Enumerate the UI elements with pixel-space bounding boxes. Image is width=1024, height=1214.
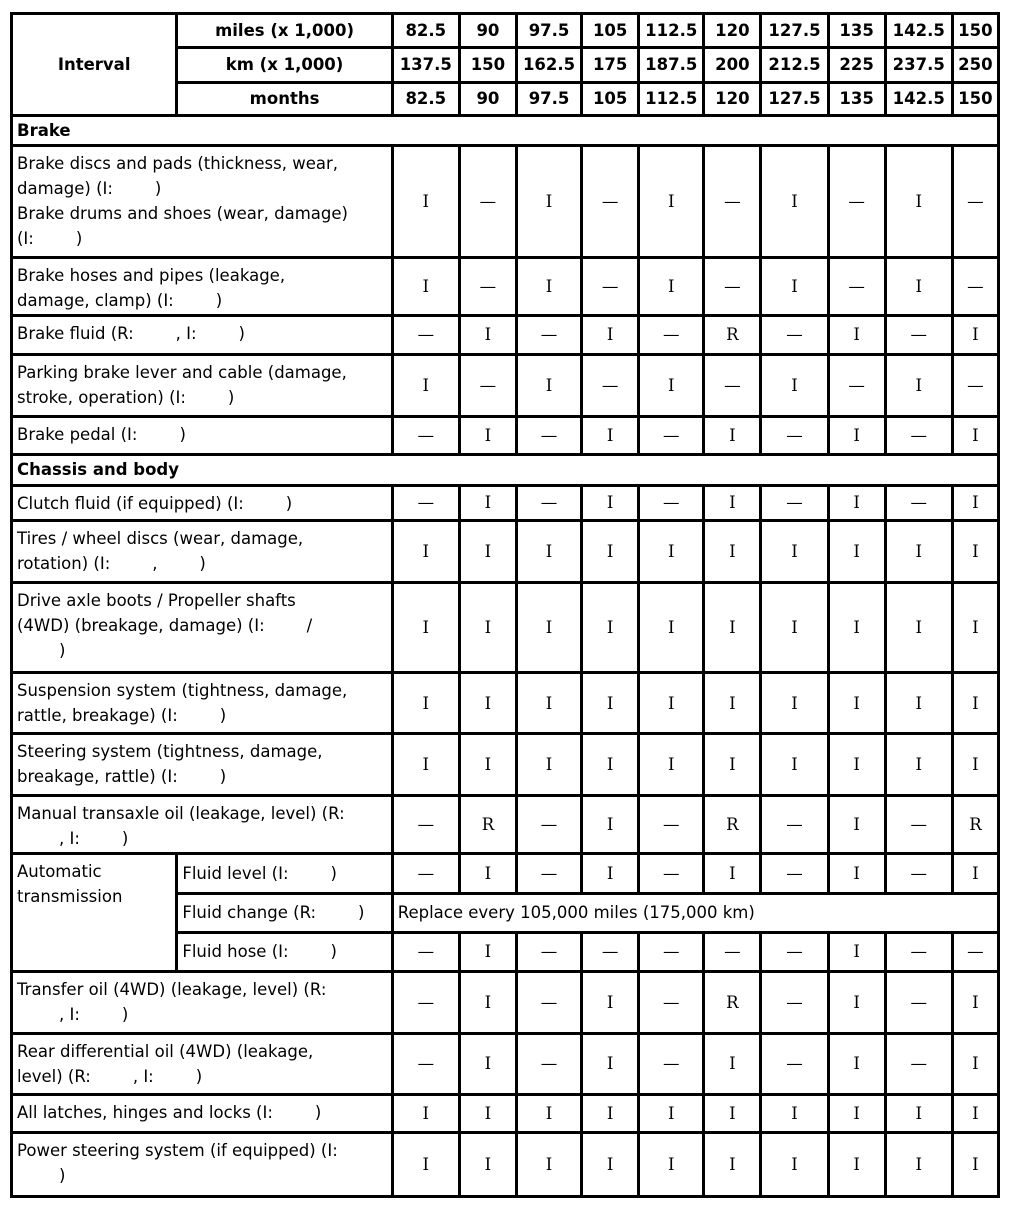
service-mark-cell: I [704, 1095, 761, 1133]
service-mark-cell: I [952, 583, 998, 673]
service-mark-cell: — [516, 417, 581, 455]
service-mark-cell: — [392, 795, 459, 853]
table-row [12, 485, 999, 520]
interval-value: 120 [704, 82, 761, 115]
service-mark-cell: — [885, 972, 952, 1033]
interval-value: 142.5 [885, 14, 952, 48]
interval-value: 162.5 [516, 48, 581, 82]
interval-value: 127.5 [761, 82, 828, 115]
interval-value: 250 [952, 48, 998, 82]
service-mark-cell: I [704, 1133, 761, 1197]
service-mark-cell: I [392, 354, 459, 416]
item-text-line: Tires / wheel discs (wear, damage, [17, 528, 304, 548]
interval-value: 187.5 [639, 48, 704, 82]
item-text-line: Clutch fluid (if equipped) (I: ) [17, 493, 293, 513]
service-mark-cell: — [516, 795, 581, 853]
item-label [12, 257, 393, 315]
service-mark-cell: I [761, 145, 828, 257]
fluid-level-label: Fluid level (I: ) [177, 854, 392, 893]
table-row [12, 734, 999, 795]
item-text-line: (I: ) [17, 228, 83, 248]
service-mark-cell: — [952, 932, 998, 971]
service-mark-cell: I [952, 854, 998, 893]
service-mark-cell: I [639, 1095, 704, 1133]
item-text-line: rotation) (I: , ) [17, 553, 206, 573]
service-mark-cell: — [639, 932, 704, 971]
service-mark-cell: — [885, 1033, 952, 1094]
table-row [12, 972, 999, 1033]
item-text-line: Brake fluid (R: , I: ) [17, 324, 245, 344]
table-row [12, 854, 999, 893]
service-mark-cell: — [761, 485, 828, 520]
item-label [12, 1133, 393, 1197]
section-row [12, 115, 999, 145]
service-mark-cell: I [761, 1095, 828, 1133]
service-mark-cell: I [639, 583, 704, 673]
service-mark-cell: I [952, 972, 998, 1033]
item-text-line: Power steering system (if equipped) (I: [17, 1141, 338, 1161]
service-mark-cell: — [516, 316, 581, 354]
interval-value: 105 [582, 82, 639, 115]
item-text-line: ) [17, 641, 66, 661]
service-mark-cell: I [459, 1033, 516, 1094]
service-mark-cell: I [704, 854, 761, 893]
interval-value: 82.5 [392, 14, 459, 48]
service-mark-cell: I [516, 145, 581, 257]
interval-value: 225 [828, 48, 885, 82]
item-text-line: level) (R: , I: ) [17, 1066, 203, 1086]
item-label [12, 316, 393, 354]
service-mark-cell: I [516, 1133, 581, 1197]
service-mark-cell: I [828, 932, 885, 971]
service-mark-cell: R [704, 316, 761, 354]
service-mark-cell: I [952, 734, 998, 795]
service-mark-cell: — [639, 485, 704, 520]
service-mark-cell: I [885, 734, 952, 795]
item-text-line: All latches, hinges and locks (I: ) [17, 1103, 322, 1123]
interval-value: 97.5 [516, 14, 581, 48]
item-text-line: Parking brake lever and cable (damage, [17, 362, 347, 382]
service-mark-cell: — [952, 257, 998, 315]
service-mark-cell: — [392, 1033, 459, 1094]
item-text-line: stroke, operation) (I: ) [17, 387, 235, 407]
table-row [12, 795, 999, 853]
service-mark-cell: I [828, 854, 885, 893]
service-mark-cell: — [761, 316, 828, 354]
service-mark-cell: I [828, 1095, 885, 1133]
service-mark-cell: I [582, 672, 639, 733]
item-text-line: , I: ) [17, 1005, 129, 1025]
service-mark-cell: — [761, 795, 828, 853]
service-mark-cell: — [828, 145, 885, 257]
service-mark-cell: I [639, 354, 704, 416]
service-mark-cell: I [392, 734, 459, 795]
table-row [12, 672, 999, 733]
service-mark-cell: — [459, 257, 516, 315]
interval-value: 127.5 [761, 14, 828, 48]
item-text-line: Brake drums and shoes (wear, damage) [17, 203, 348, 223]
item-label [12, 734, 393, 795]
service-mark-cell: I [885, 1095, 952, 1133]
interval-value: 135 [828, 14, 885, 48]
service-mark-cell: I [582, 972, 639, 1033]
table-row [12, 520, 999, 582]
interval-value: 150 [952, 14, 998, 48]
service-mark-cell: — [639, 316, 704, 354]
interval-value: 90 [459, 14, 516, 48]
schedule-body [12, 14, 999, 1197]
service-mark-cell: I [516, 1095, 581, 1133]
service-mark-cell: I [459, 485, 516, 520]
service-mark-cell: — [828, 354, 885, 416]
service-mark-cell: I [516, 672, 581, 733]
service-mark-cell: I [639, 734, 704, 795]
interval-value: 120 [704, 14, 761, 48]
service-mark-cell: I [459, 972, 516, 1033]
item-text-line: Transfer oil (4WD) (leakage, level) (R: [17, 980, 327, 1000]
service-mark-cell: — [704, 145, 761, 257]
service-mark-cell: I [516, 520, 581, 582]
interval-value: 150 [952, 82, 998, 115]
service-mark-cell: I [885, 354, 952, 416]
service-mark-cell: — [516, 1033, 581, 1094]
item-label [12, 1033, 393, 1094]
section-row [12, 455, 999, 485]
unit-label: months [177, 82, 392, 115]
service-mark-cell: — [392, 417, 459, 455]
table-row [12, 1095, 999, 1133]
item-text-line: Automatic [17, 862, 102, 882]
service-mark-cell: I [516, 734, 581, 795]
service-mark-cell: I [952, 417, 998, 455]
service-mark-cell: — [582, 354, 639, 416]
service-mark-cell: I [704, 672, 761, 733]
table-row [12, 316, 999, 354]
item-text-line: Steering system (tightness, damage, [17, 742, 323, 762]
service-mark-cell: I [828, 672, 885, 733]
service-mark-cell: I [828, 1033, 885, 1094]
service-mark-cell: I [582, 316, 639, 354]
interval-value: 82.5 [392, 82, 459, 115]
fluid-change-label: Fluid change (R: ) [177, 893, 392, 932]
service-mark-cell: I [459, 932, 516, 971]
service-mark-cell: — [392, 932, 459, 971]
service-mark-cell: — [392, 485, 459, 520]
item-text-line: damage, clamp) (I: ) [17, 290, 223, 310]
service-mark-cell: R [459, 795, 516, 853]
service-mark-cell: — [704, 257, 761, 315]
service-mark-cell: I [516, 583, 581, 673]
service-mark-cell: I [828, 795, 885, 853]
item-text-line: damage) (I: ) [17, 178, 162, 198]
item-text-line: ) [17, 1166, 66, 1186]
item-label [12, 417, 393, 455]
service-mark-cell: I [639, 257, 704, 315]
service-mark-cell: I [582, 1095, 639, 1133]
service-mark-cell: I [459, 316, 516, 354]
service-mark-cell: — [761, 932, 828, 971]
service-mark-cell: R [704, 972, 761, 1033]
service-mark-cell: I [885, 672, 952, 733]
service-mark-cell: I [761, 257, 828, 315]
service-mark-cell: I [704, 417, 761, 455]
service-mark-cell: I [582, 854, 639, 893]
service-mark-cell: I [392, 145, 459, 257]
service-mark-cell: — [516, 972, 581, 1033]
service-mark-cell: I [828, 583, 885, 673]
service-mark-cell: I [516, 257, 581, 315]
service-mark-cell: I [459, 583, 516, 673]
service-mark-cell: I [582, 1033, 639, 1094]
item-label [12, 795, 393, 853]
item-text-line: transmission [17, 887, 123, 907]
service-mark-cell: — [761, 417, 828, 455]
service-mark-cell: — [885, 932, 952, 971]
fluid-change-note: Replace every 105,000 miles (175,000 km) [392, 893, 998, 932]
item-text-line: Drive axle boots / Propeller shafts [17, 591, 296, 611]
item-text-line: rattle, breakage) (I: ) [17, 705, 227, 725]
service-mark-cell: I [761, 520, 828, 582]
service-mark-cell: — [392, 854, 459, 893]
interval-label: Interval [12, 14, 177, 116]
service-mark-cell: I [582, 1133, 639, 1197]
service-mark-cell: — [885, 316, 952, 354]
service-mark-cell: I [459, 417, 516, 455]
table-row [12, 1133, 999, 1197]
table-row [12, 145, 999, 257]
item-label [12, 972, 393, 1033]
service-mark-cell: — [639, 795, 704, 853]
service-mark-cell: — [639, 417, 704, 455]
service-mark-cell: — [459, 354, 516, 416]
service-mark-cell: — [392, 316, 459, 354]
service-mark-cell: — [516, 485, 581, 520]
interval-value: 112.5 [639, 14, 704, 48]
service-mark-cell: — [516, 854, 581, 893]
service-mark-cell: I [516, 354, 581, 416]
service-mark-cell: I [582, 795, 639, 853]
item-label [12, 485, 393, 520]
service-mark-cell: I [582, 583, 639, 673]
item-label [12, 1095, 393, 1133]
service-mark-cell: I [828, 520, 885, 582]
service-mark-cell: I [639, 145, 704, 257]
service-mark-cell: I [704, 583, 761, 673]
service-mark-cell: I [761, 672, 828, 733]
service-mark-cell: I [459, 1095, 516, 1133]
fluid-hose-label: Fluid hose (I: ) [177, 932, 392, 971]
service-mark-cell: I [582, 734, 639, 795]
table-row [12, 583, 999, 673]
auto-transmission-label [12, 854, 177, 972]
service-mark-cell: — [761, 1033, 828, 1094]
service-mark-cell: I [459, 520, 516, 582]
interval-value: 90 [459, 82, 516, 115]
maintenance-schedule-table [10, 12, 1000, 1198]
service-mark-cell: — [885, 485, 952, 520]
service-mark-cell: I [828, 417, 885, 455]
service-mark-cell: I [952, 520, 998, 582]
service-mark-cell: I [392, 672, 459, 733]
item-label [12, 354, 393, 416]
interval-value: 97.5 [516, 82, 581, 115]
interval-value: 150 [459, 48, 516, 82]
service-mark-cell: — [885, 795, 952, 853]
table-row [12, 257, 999, 315]
service-mark-cell: I [392, 583, 459, 673]
interval-value: 142.5 [885, 82, 952, 115]
interval-value: 135 [828, 82, 885, 115]
interval-value: 212.5 [761, 48, 828, 82]
interval-value: 200 [704, 48, 761, 82]
service-mark-cell: — [582, 257, 639, 315]
table-row [12, 354, 999, 416]
table-row [12, 417, 999, 455]
service-mark-cell: — [516, 932, 581, 971]
service-mark-cell: I [704, 734, 761, 795]
service-mark-cell: I [704, 1033, 761, 1094]
service-mark-cell: I [885, 583, 952, 673]
table-row [12, 1033, 999, 1094]
service-mark-cell: — [885, 854, 952, 893]
service-mark-cell: I [392, 1095, 459, 1133]
service-mark-cell: I [885, 1133, 952, 1197]
service-mark-cell: I [828, 734, 885, 795]
unit-label: miles (x 1,000) [177, 14, 392, 48]
service-mark-cell: — [761, 972, 828, 1033]
interval-value: 237.5 [885, 48, 952, 82]
service-mark-cell: I [639, 520, 704, 582]
service-mark-cell: I [761, 1133, 828, 1197]
service-mark-cell: — [952, 354, 998, 416]
service-mark-cell: I [828, 972, 885, 1033]
service-mark-cell: I [639, 672, 704, 733]
service-mark-cell: I [885, 257, 952, 315]
item-text-line: (4WD) (breakage, damage) (I: / [17, 616, 313, 636]
service-mark-cell: — [704, 354, 761, 416]
service-mark-cell: I [704, 520, 761, 582]
service-mark-cell: I [952, 1095, 998, 1133]
service-mark-cell: — [392, 972, 459, 1033]
item-label [12, 520, 393, 582]
service-mark-cell: I [952, 316, 998, 354]
service-mark-cell: — [761, 854, 828, 893]
item-text-line: Brake pedal (I: ) [17, 425, 186, 444]
service-mark-cell: I [582, 485, 639, 520]
service-mark-cell: I [952, 1133, 998, 1197]
service-mark-cell: — [582, 932, 639, 971]
service-mark-cell: I [704, 485, 761, 520]
service-mark-cell: I [828, 485, 885, 520]
service-mark-cell: — [828, 257, 885, 315]
service-mark-cell: — [639, 1033, 704, 1094]
service-mark-cell: I [582, 417, 639, 455]
item-label [12, 583, 393, 673]
service-mark-cell: I [828, 1133, 885, 1197]
service-mark-cell: I [761, 734, 828, 795]
unit-label: km (x 1,000) [177, 48, 392, 82]
header-row [12, 14, 999, 48]
service-mark-cell: I [639, 1133, 704, 1197]
section-title-chassis: Chassis and body [12, 455, 999, 485]
service-mark-cell: — [459, 145, 516, 257]
item-text-line: breakage, rattle) (I: ) [17, 767, 227, 787]
section-title-brake: Brake [12, 115, 999, 145]
service-mark-cell: — [639, 972, 704, 1033]
service-mark-cell: — [885, 417, 952, 455]
service-mark-cell: — [704, 932, 761, 971]
interval-value: 105 [582, 14, 639, 48]
interval-value: 137.5 [392, 48, 459, 82]
item-text-line: Rear differential oil (4WD) (leakage, [17, 1041, 314, 1061]
service-mark-cell: I [885, 145, 952, 257]
service-mark-cell: R [952, 795, 998, 853]
service-mark-cell: I [392, 257, 459, 315]
service-mark-cell: — [582, 145, 639, 257]
service-mark-cell: I [761, 354, 828, 416]
item-text-line: Suspension system (tightness, damage, [17, 680, 348, 700]
item-text-line: , I: ) [17, 828, 129, 848]
service-mark-cell: I [459, 1133, 516, 1197]
service-mark-cell: I [761, 583, 828, 673]
service-mark-cell: I [828, 316, 885, 354]
item-label [12, 672, 393, 733]
interval-value: 175 [582, 48, 639, 82]
service-mark-cell: I [582, 520, 639, 582]
service-mark-cell: I [459, 854, 516, 893]
service-mark-cell: I [392, 520, 459, 582]
service-mark-cell: R [704, 795, 761, 853]
interval-value: 112.5 [639, 82, 704, 115]
service-mark-cell: I [885, 520, 952, 582]
item-label [12, 145, 393, 257]
item-text-line: Brake hoses and pipes (leakage, [17, 265, 286, 285]
item-text-line: Manual transaxle oil (leakage, level) (R: [17, 803, 345, 823]
service-mark-cell: I [952, 485, 998, 520]
service-mark-cell: — [639, 854, 704, 893]
service-mark-cell: I [392, 1133, 459, 1197]
service-mark-cell: I [459, 734, 516, 795]
item-text-line: Brake discs and pads (thickness, wear, [17, 153, 338, 173]
service-mark-cell: I [952, 672, 998, 733]
service-mark-cell: I [459, 672, 516, 733]
service-mark-cell: — [952, 145, 998, 257]
service-mark-cell: I [952, 1033, 998, 1094]
